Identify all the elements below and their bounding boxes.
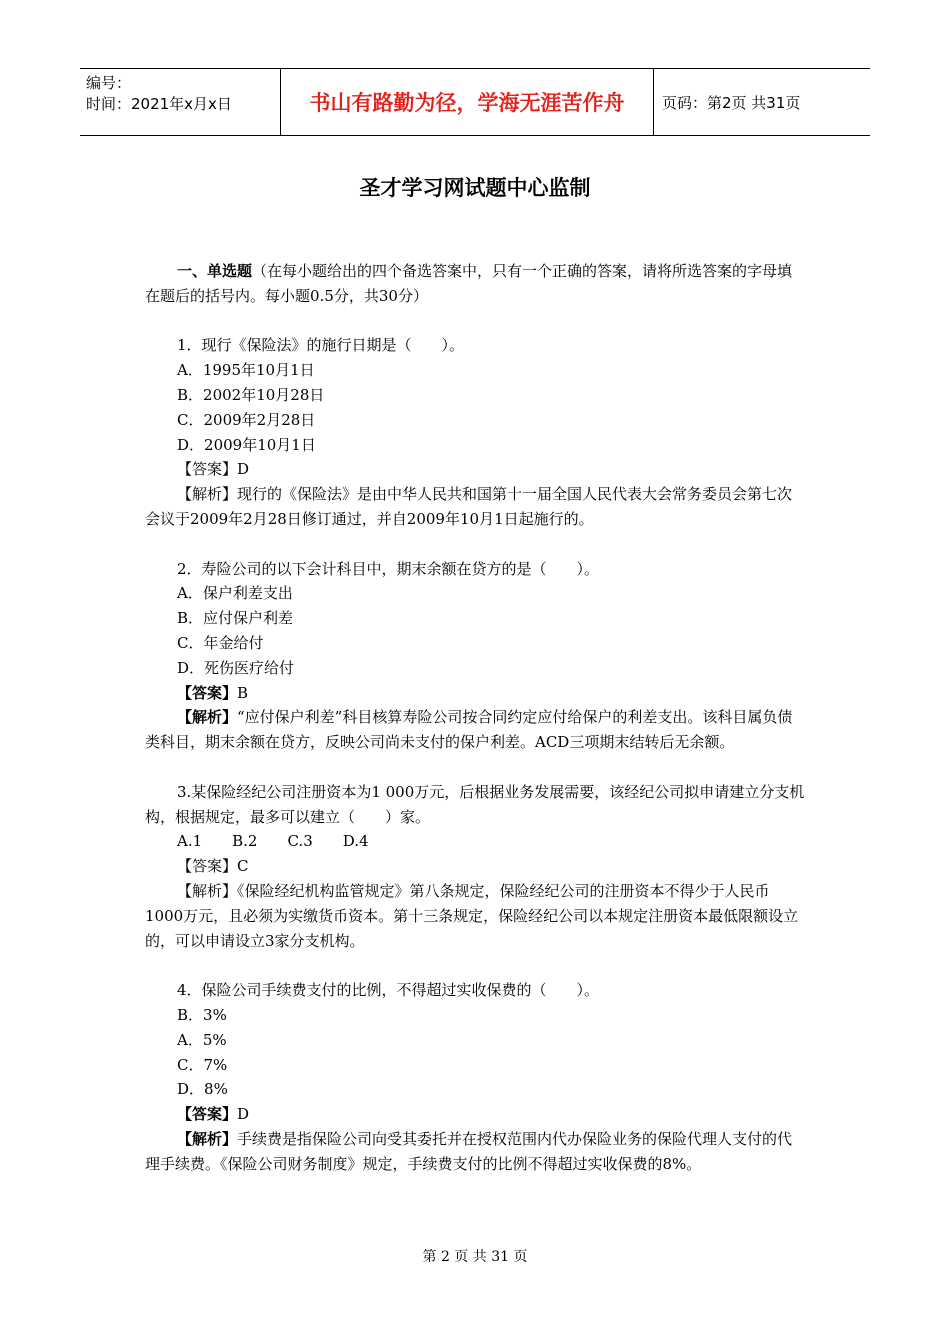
page-header [80,68,870,136]
analysis [145,1127,807,1177]
question-option: B．应付保户利差 [177,609,294,628]
question-option: C．7% [177,1055,228,1074]
question-stem: 4．保险公司手续费支付的比例，不得超过实收保费的（ ）。 [177,981,600,1000]
answer-line [145,854,807,879]
question-stem: 2．寿险公司的以下会计科目中，期末余额在贷方的是（ ）。 [177,559,600,578]
question-options-inline: A.1 B.2 C.3 D.4 [177,832,369,851]
analysis-label: 【解析】 [177,485,238,504]
analysis [145,482,807,532]
analysis-label: 【解析】 [177,1129,238,1148]
time-label: 时间：2021年x月x日 [86,95,232,113]
page-footer: 第 2 页 共 31 页 [422,1249,528,1265]
section-heading [145,259,807,309]
section-instruction: （在每小题给出的四个备选答案中，只有一个正确的答案，请将所选答案的字母填在题后的括号内。每小题0.5分，共30分） [145,262,793,305]
answer-value: B [237,683,249,702]
question-option: A．1995年10月1日 [177,361,315,380]
question-1 [145,333,807,531]
question-3 [145,780,807,954]
answer-line [145,1102,807,1127]
question-option: C．年金给付 [177,633,264,652]
analysis-text: 现行的《保险法》是由中华人民共和国第十一届全国人民代表大会常务委员会第七次会议于2009年2月28日修订通过，并自2009年10月1日起施行的。 [145,485,793,528]
analysis [145,879,807,953]
question-stem: 3.某保险经纪公司注册资本为1 000万元，后根据业务发展需要，该经纪公司拟申请建立分支机构，根据规定，最多可以建立（ ）家。 [145,782,805,826]
section-title: 一、单选题 [177,262,253,280]
document-body [145,259,807,1176]
question-2 [145,557,807,755]
header-meta [80,69,281,135]
answer-value: C [237,857,249,876]
analysis [145,705,807,755]
analysis-text: 手续费是指保险公司向受其委托并在授权范围内代办保险业务的保险代理人支付的代理手续费。《保险公司财务制度》规定，手续费支付的比例不得超过实收保费的8%。 [145,1129,793,1173]
question-option: B．2002年10月28日 [177,385,325,404]
question-stem: 1．现行《保险法》的施行日期是（ ）。 [177,336,465,355]
question-option: A．保户利差支出 [177,584,293,603]
answer-value: D [237,460,250,479]
answer-label: 【答案】 [177,683,238,702]
question-option: D．2009年10月1日 [177,435,316,454]
header-page-info: 页码：第2页 共31页 [662,93,801,112]
question-option: C．2009年2月28日 [177,410,316,429]
number-label: 编号： [86,74,132,92]
answer-line [145,457,807,482]
analysis-label: 【解析】 [177,708,238,727]
document-title: 圣才学习网试题中心监制 [359,176,591,200]
answer-value: D [237,1105,250,1124]
analysis-text: 《保险经纪机构监管规定》第八条规定，保险经纪公司的注册资本不得少于人民币1000万元，且必须为实缴货币资本。第十三条规定，保险经纪公司以本规定注册资本最低限额设立的，可以申请设立3家分支机构。 [145,881,799,950]
answer-label: 【答案】 [177,460,238,479]
header-motto: 书山有路勤为径，学海无涯苦作舟 [281,69,654,135]
answer-label: 【答案】 [177,857,238,876]
question-option: B．3% [177,1005,227,1024]
question-option: D．死伤医疗给付 [177,658,295,677]
question-option: A．5% [177,1030,227,1049]
analysis-label: 【解析】 [177,881,238,900]
answer-line [145,681,807,706]
analysis-text: “应付保户利差”科目核算寿险公司按合同约定应付给保户的利差支出。该科目属负债类科目，期末余额在贷方，反映公司尚未支付的保户利差。ACD三项期末结转后无余额。 [145,708,793,752]
question-option: D．8% [177,1080,228,1099]
answer-label: 【答案】 [177,1105,238,1124]
question-4 [145,978,807,1176]
